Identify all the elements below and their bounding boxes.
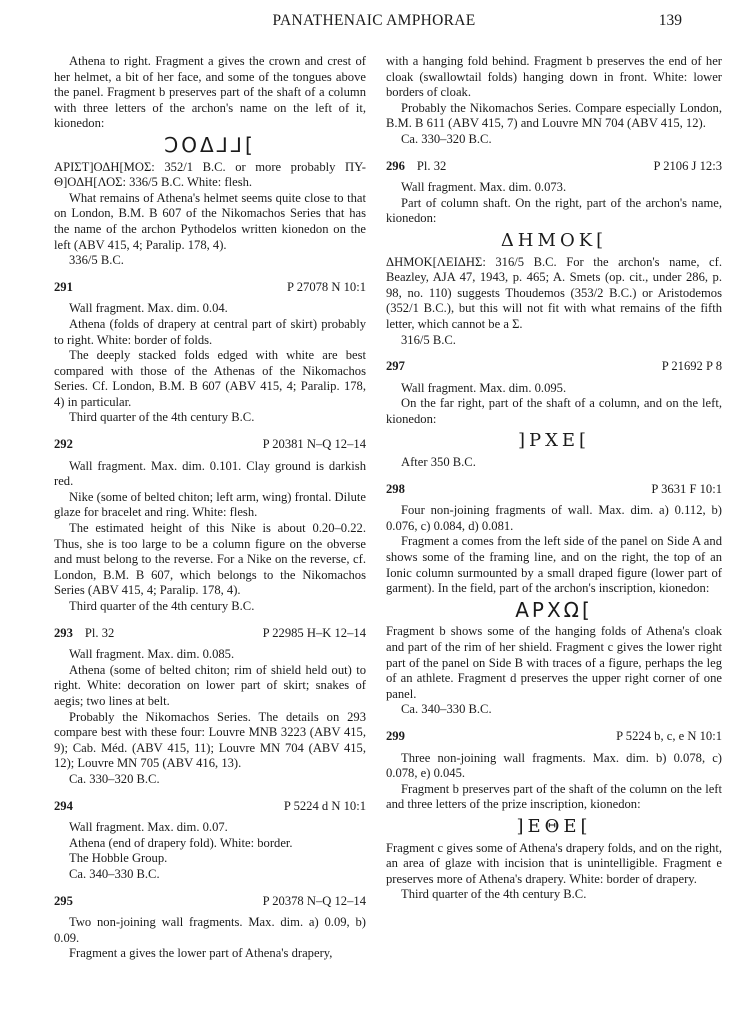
paragraph: The deeply stacked folds edged with white are best compared with those of the Athenas of the Nikomachos Series. Cf. London, B.M. B 607 (ABV 415, 4; Paralip. 178, 4) in particular. — [54, 348, 366, 409]
date-line: 316/5 B.C. — [401, 332, 456, 347]
paragraph: The estimated height of this Nike is about 0.20–0.22. Thus, she is too large to be a column figure on the obverse and must belong to the reverse. For a Nike on the reverse, cf. London, B.M. B 607, which belongs to the Nikomachos Series (ABV 415, 4; Paralip. 178, 4). — [54, 521, 366, 598]
paragraph: Fragment a gives the lower part of Athena's drapery, — [69, 946, 333, 961]
entry-reference: P 20381 N–Q 12–14 — [262, 437, 366, 452]
entry-reference: P 5224 b, c, e N 10:1 — [616, 728, 722, 743]
inscription: ϽΟΔ⅃⅃[ — [164, 132, 256, 157]
paragraph: Probably the Nikomachos Series. The details on 293 compare best with these four: Louvre MNB 3223 (ABV 415, 9); Cab. Méd. (ABV 415, 11); Louvre MN 704 (ABV 415, 12); Louvre MN 705 (ABV 416, 13). — [54, 709, 366, 771]
inscription: ΔΗΜΟΚ[ — [500, 229, 608, 251]
paragraph: Athena (some of belted chiton; rim of shield held out) to right. White: decoration on lower part of skirt; snakes of aegis; two lines at belt. — [54, 662, 366, 708]
date-line: Third quarter of the 4th century B.C. — [69, 599, 255, 613]
date-line: 336/5 B.C. — [69, 253, 124, 268]
paragraph: Nike (some of belted chiton; left arm, wing) frontal. Dilute glaze for bracelet and ring. White: flesh. — [54, 489, 366, 520]
paragraph: Four non-joining fragments of wall. Max. dim. a) 0.112, b) 0.076, c) 0.084, d) 0.081. — [386, 503, 722, 533]
date-line: Third quarter of the 4th century B.C. — [69, 410, 255, 425]
paragraph: with a hanging fold behind. Fragment b preserves the end of her cloak (swallowtail folds) hanging down in front. White: lower borders of cloak. — [386, 54, 722, 100]
paragraph: Wall fragment. Max. dim. 0.101. Clay ground is darkish red. — [54, 458, 366, 489]
entry-number: 295 — [54, 893, 73, 908]
entry-number: 294 — [54, 798, 73, 813]
entry-reference: P 2106 J 12:3 — [653, 158, 722, 173]
date-line: Ca. 330–320 B.C. — [69, 771, 160, 786]
entry-header-297 — [386, 359, 722, 375]
entry-number: 298 — [386, 481, 405, 496]
entry-header-296 — [386, 159, 722, 175]
paragraph: Athena (end of drapery fold). White: border. — [69, 835, 293, 850]
paragraph: Wall fragment. Max. dim. 0.073. — [401, 180, 567, 195]
page-number: 139 — [658, 12, 682, 29]
entry-number: 299 — [386, 728, 405, 743]
entry-number: 291 — [54, 279, 73, 294]
entry-number: 297 — [386, 359, 405, 374]
running-header: PANATHENAIC AMPHORAE — [272, 12, 476, 29]
paragraph: Fragment a comes from the left side of the panel on Side A and shows some of the framing line, and on the right, the top of an Ionic column surmounted by a small draped figure (lower part of garment). In the field, part of the archon's inscription, kionedon: — [386, 534, 722, 596]
paragraph: Fragment c gives some of Athena's drapery folds, and on the right, an area of glaze with incision that is unintelligible. Fragment e preserves more of Athena's drapery. White: border of drapery. — [386, 840, 722, 886]
entry-header-295 — [54, 894, 366, 910]
paragraph: Wall fragment. Max. dim. 0.095. — [401, 380, 567, 395]
date-line: Ca. 340–330 B.C. — [69, 866, 160, 881]
paragraph: Wall fragment. Max. dim. 0.085. — [69, 647, 235, 662]
paragraph: What remains of Athena's helmet seems quite close to that on London, B.M. B 607 of the Nikomachos Series that has the name of the archon Pythodelos written kionedon on the left (ABV 415, 4; Paralip. 178, 4). — [54, 190, 366, 252]
date-line: Third quarter of the 4th century B.C. — [401, 887, 587, 902]
paragraph: Wall fragment. Max. dim. 0.04. — [69, 301, 228, 316]
paragraph: ΑΡΙΣΤ]ΟΔΗ[ΜΟΣ: 352/1 B.C. or more probably ΠΥ-Θ]ΟΔΗ[ΛΟΣ: 336/5 B.C. White: flesh. — [54, 159, 366, 190]
entry-header-299 — [386, 729, 722, 745]
paragraph: Three non-joining wall fragments. Max. dim. b) 0.078, c) 0.078, e) 0.045. — [386, 750, 722, 781]
paragraph: The Hobble Group. — [69, 851, 168, 866]
paragraph: Fragment b preserves part of the shaft of the column on the left and three letters of the prize inscription, kionedon: — [386, 781, 722, 812]
inscription: ΑΡΧΩ[ — [515, 597, 593, 622]
plate-reference: Pl. 32 — [84, 625, 115, 640]
inscription: ]ΡΧΕ[ — [517, 430, 591, 452]
paragraph: Fragment b shows some of the hanging folds of Athena's cloak and part of the rim of her shield. Fragment c gives the lower right part of the panel on Side B with traces of a figure, perhaps the leg of an athlete. Fragment d preserves the upper right corner of one panel. — [386, 624, 722, 701]
paragraph: Part of column shaft. On the right, part of the archon's name, kionedon: — [386, 195, 722, 226]
paragraph: Probably the Nikomachos Series. Compare especially London, B.M. B 611 (ABV 415, 7) and Louvre MN 704 (ABV 415, 12). — [386, 100, 722, 131]
entry-reference: P 20378 N–Q 12–14 — [262, 893, 366, 908]
paragraph: ΔΗΜΟΚ[ΛΕΙΔΗΣ: 316/5 B.C. For the archon's name, cf. Beazley, AJA 47, 1943, p. 465; A. Smets (op. cit., under 286, p. 98, no. 110) suggests Thoudemos (353/2 B.C.) or Aristodemos (352/1 B.C.), but this will not fit with what remains of the fifth letter, which cannot be a Σ. — [386, 254, 722, 331]
entry-number: 292 — [54, 437, 73, 452]
paragraph: Wall fragment. Max. dim. 0.07. — [69, 820, 228, 835]
paragraph: Two non-joining wall fragments. Max. dim. a) 0.09, b) 0.09. — [54, 915, 366, 945]
paragraph: Athena to right. Fragment a gives the crown and crest of her helmet, a bit of her face, and some of the tongues above the panel. Fragment b preserves part of the shaft of a column with three letters of the archon's name on the left of it, kionedon: — [54, 54, 366, 131]
right-column — [386, 54, 722, 903]
inscription: ]ΕΘΕ[ — [516, 815, 592, 837]
entry-reference: P 5224 d N 10:1 — [283, 798, 366, 813]
entry-reference: P 27078 N 10:1 — [287, 279, 366, 294]
entry-header-291 — [54, 280, 366, 296]
entry-number: 293 — [54, 625, 73, 640]
date-line: After 350 B.C. — [401, 455, 476, 470]
entry-header-294 — [54, 799, 366, 815]
date-line: Ca. 330–320 B.C. — [401, 131, 492, 146]
entry-header-293 — [54, 626, 366, 642]
date-line: Ca. 340–330 B.C. — [401, 702, 492, 717]
entry-reference: P 21692 P 8 — [661, 359, 722, 374]
entry-header-292 — [54, 437, 366, 453]
entry-reference: P 22985 H–K 12–14 — [262, 625, 366, 640]
plate-reference: Pl. 32 — [416, 158, 447, 173]
left-column — [54, 54, 366, 962]
entry-header-298 — [386, 482, 722, 498]
entry-number: 296 — [386, 158, 405, 173]
entry-reference: P 3631 F 10:1 — [651, 481, 722, 496]
paragraph: On the far right, part of the shaft of a column, and on the left, kionedon: — [386, 396, 722, 426]
paragraph: Athena (folds of drapery at central part of skirt) probably to right. White: border of folds. — [54, 316, 366, 347]
